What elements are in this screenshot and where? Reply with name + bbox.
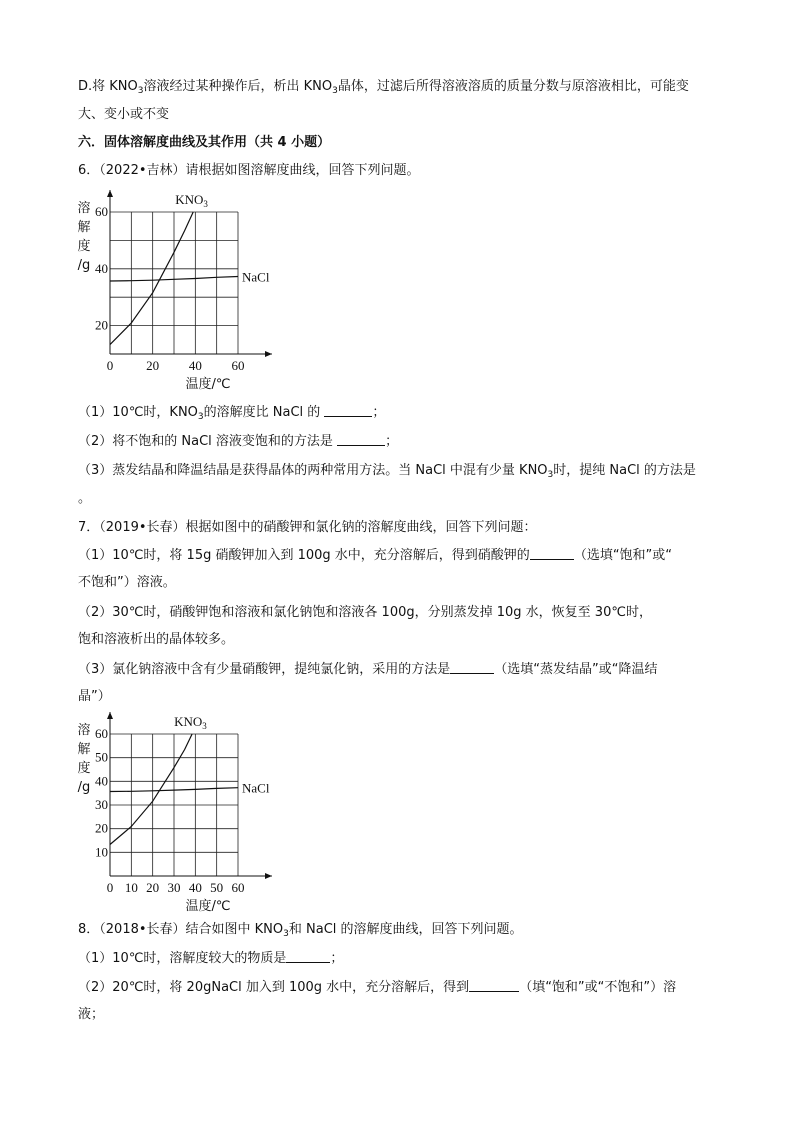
q8-answer-blank-1[interactable] [286, 950, 330, 963]
legend-label-sub: 3 [202, 721, 207, 731]
q6-stem: 6．（2022•吉林）请根据如图溶解度曲线，回答下列问题。 [78, 163, 420, 178]
x-tick-label: 60 [231, 880, 245, 895]
q6-part2-end: ； [385, 434, 399, 449]
y-axis-label: 溶 [77, 723, 91, 738]
y-tick-label: 30 [95, 797, 108, 812]
y-axis-arrow [107, 712, 113, 719]
y-axis-label: /g [77, 258, 91, 273]
q6-answer-blank-1[interactable] [324, 404, 372, 417]
option-d-text-1: D.将 KNO [78, 79, 138, 94]
y-tick-label: 40 [95, 773, 108, 789]
curve-kno3 [110, 212, 193, 345]
y-tick-label: 40 [95, 260, 108, 276]
x-tick-label: 40 [188, 358, 202, 373]
q6-part3-continuation: 。 [78, 491, 92, 506]
q7-part2-continuation: 饱和溶液析出的晶体较多。 [78, 632, 235, 647]
q8-stem-text-2: 和 NaCl 的溶解度曲线，回答下列问题。 [288, 922, 523, 937]
subscript: 3 [197, 412, 204, 422]
y-tick-label: 60 [95, 204, 108, 219]
y-axis-label: 解 [77, 742, 91, 757]
q6-part2 [78, 433, 398, 451]
x-tick-label: 0 [106, 880, 114, 895]
q8-part2-continuation: 液； [78, 1007, 105, 1022]
legend-label-main: NaCl [242, 269, 270, 285]
x-tick-label: 50 [210, 880, 224, 895]
curve-kno3 [110, 734, 192, 845]
legend-label-sub: 3 [203, 199, 208, 209]
q6-part1-end: ； [372, 405, 386, 420]
q8-answer-blank-2[interactable] [469, 979, 519, 992]
option-d-text-2: 溶液经过某种操作后，析出 KNO [143, 79, 333, 94]
legend-label-main: KNO [175, 192, 204, 207]
q8-stem [78, 921, 523, 939]
y-tick-label: 50 [95, 749, 108, 765]
x-axis-arrow [265, 873, 272, 879]
y-tick-label: 60 [95, 726, 108, 741]
q8-part1-end: ； [330, 951, 344, 966]
x-tick-label: 60 [231, 358, 245, 373]
legend-label-kno3 [175, 192, 208, 209]
y-axis-label: 溶 [77, 201, 91, 216]
subscript: 3 [332, 86, 338, 96]
y-axis-arrow [107, 190, 113, 197]
y-tick-label: 20 [95, 317, 108, 333]
section-title: 六．固体溶解度曲线及其作用（共 4 小题） [78, 135, 331, 150]
q8-part2 [78, 979, 676, 997]
q7-part3 [78, 661, 658, 679]
q8-part2-text-2: （填“饱和”或“不饱和”）溶 [519, 980, 677, 995]
x-tick-label: 40 [188, 880, 202, 895]
q7-solubility-chart [68, 710, 288, 914]
q7-answer-blank-1[interactable] [530, 547, 574, 560]
q7-answer-blank-3[interactable] [450, 661, 494, 674]
q7-part1 [78, 547, 672, 565]
x-tick-label: 20 [146, 358, 160, 373]
y-axis-label: 度 [77, 761, 91, 776]
q7-stem: 7．（2019•长春）根据如图中的硝酸钾和氯化钠的溶解度曲线，回答下列问题： [78, 520, 537, 535]
x-tick-label: 10 [124, 880, 138, 895]
option-d-continuation [78, 106, 169, 124]
q6-part1-text-2: 的溶解度比 NaCl 的 [203, 405, 325, 420]
x-tick-label: 0 [106, 358, 114, 373]
option-d-text-4: 大、变小或不变 [78, 107, 170, 122]
q7-part1-text: （1）10℃时，将 15g 硝酸钾加入到 100g 水中，充分溶解后，得到硝酸钾的 [78, 548, 530, 563]
legend-label-main: KNO [174, 714, 203, 729]
q8-part2-text: （2）20℃时，将 20gNaCl 加入到 100g 水中，充分溶解后，得到 [78, 980, 470, 995]
subscript: 3 [283, 929, 289, 939]
y-tick-label: 10 [95, 844, 108, 860]
q7-part3-continuation: 晶”） [78, 689, 111, 704]
q7-part3-text-2: （选填“蒸发结晶”或“降温结 [494, 662, 658, 677]
q6-part3-text-2: 时，提纯 NaCl 的方法是 [553, 463, 696, 478]
option-d-line [78, 78, 689, 96]
q6-part3 [78, 462, 696, 480]
x-axis-label: 温度/℃ [185, 899, 231, 914]
legend-label-nacl [242, 781, 270, 796]
y-axis-label: /g [77, 780, 91, 795]
legend-label-nacl [242, 269, 270, 284]
q7-part1-continuation: 不饱和”）溶液。 [78, 575, 176, 590]
subscript: 3 [547, 470, 554, 480]
y-axis-label: 度 [77, 239, 91, 254]
legend-label-main: NaCl [242, 780, 270, 796]
x-tick-label: 30 [167, 880, 181, 895]
q7-part1-text-2: （选填“饱和”或“ [573, 548, 673, 563]
q8-part1 [78, 950, 343, 968]
q7-part3-text: （3）氯化钠溶液中含有少量硝酸钾，提纯氯化钠，采用的方法是 [78, 662, 451, 677]
q8-part1-text: （1）10℃时，溶解度较大的物质是 [78, 951, 287, 966]
subscript: 3 [137, 86, 144, 96]
q7-part2: （2）30℃时，硝酸钾饱和溶液和氯化钠饱和溶液各 100g，分别蒸发掉 10g 水，恢复至 30℃时， [78, 605, 652, 620]
q6-answer-blank-2[interactable] [337, 433, 385, 446]
y-tick-label: 20 [95, 820, 108, 836]
q6-part2-text: （2）将不饱和的 NaCl 溶液变饱和的方法是 [78, 434, 338, 449]
q6-part3-text: （3）蒸发结晶和降温结晶是获得晶体的两种常用方法。当 NaCl 中混有少量 KNO [78, 463, 548, 478]
q8-stem-text: 8．（2018•长春）结合如图中 KNO [78, 922, 284, 937]
x-axis-arrow [265, 351, 272, 357]
q6-part1-text: （1）10℃时，KNO [78, 405, 198, 420]
q6-part1 [78, 404, 385, 422]
q6-solubility-chart [68, 188, 288, 392]
x-axis-label: 温度/℃ [185, 377, 231, 392]
option-d-text-3: 晶体，过滤后所得溶液溶质的质量分数与原溶液相比，可能变 [337, 79, 689, 94]
legend-label-kno3 [174, 714, 207, 731]
x-tick-label: 20 [146, 880, 160, 895]
y-axis-label: 解 [77, 220, 91, 235]
